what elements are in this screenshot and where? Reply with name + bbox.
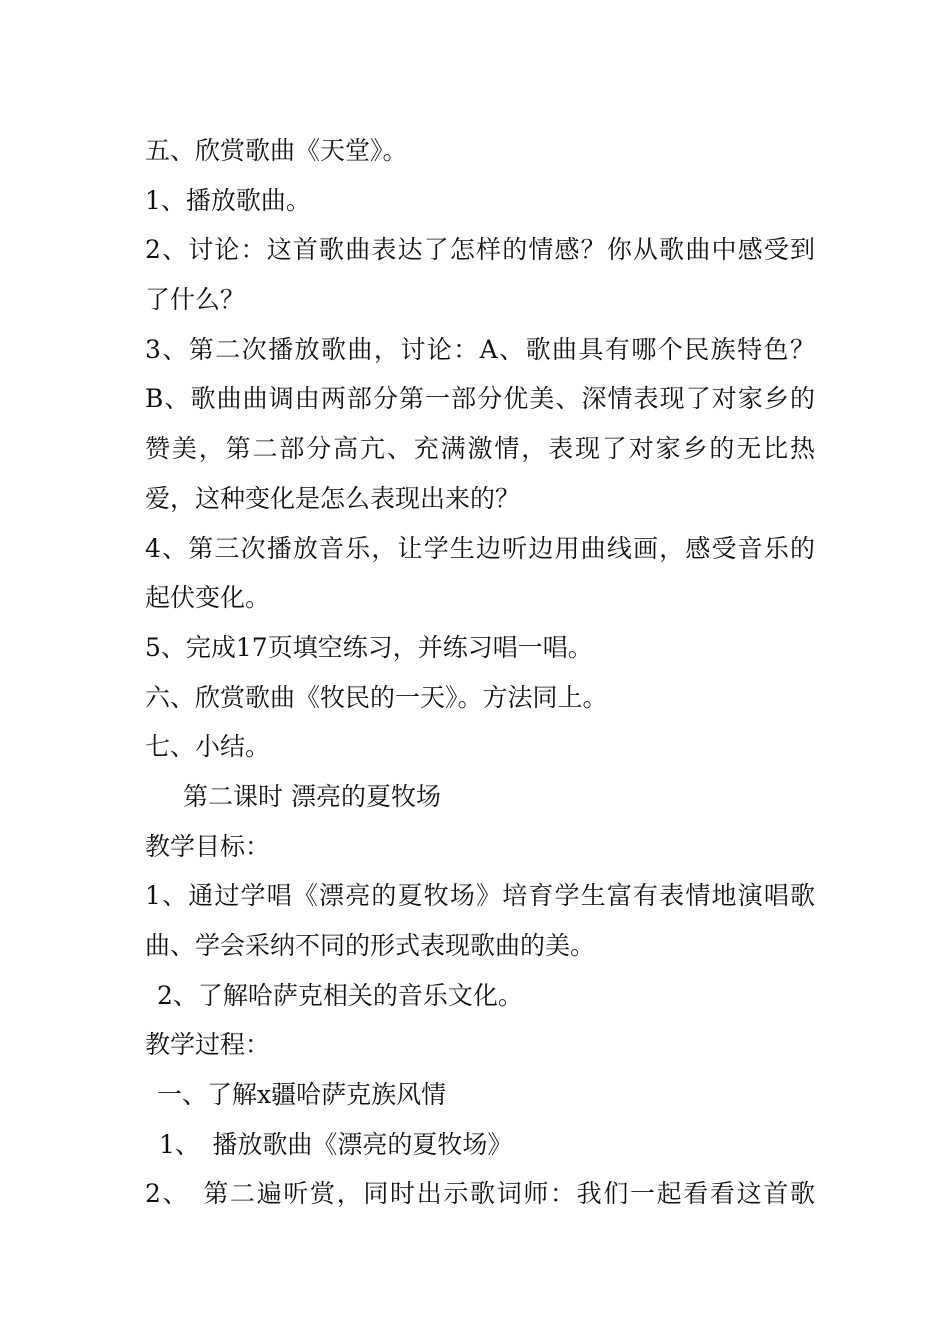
subheading-objectives: 教学目标：: [145, 831, 271, 861]
paragraph-line: 赞美，第二部分高亢、充满激情，表现了对家乡的无比热: [145, 434, 815, 464]
paragraph-line: 3、第二次播放歌曲，讨论：A、歌曲具有哪个民族特色？: [145, 334, 815, 364]
section-heading: 一、了解x疆哈萨克族风情: [157, 1080, 447, 1110]
paragraph-line: 曲、学会采纳不同的形式表现歌曲的美。: [145, 931, 596, 960]
paragraph-line: 爱，这种变化是怎么表现出来的？: [145, 483, 521, 513]
section-heading: 五、欣赏歌曲《天堂》。: [145, 136, 408, 165]
subheading-process: 教学过程：: [145, 1030, 271, 1060]
paragraph-line: 了什么？: [145, 285, 246, 315]
paragraph-line: 1、通过学唱《漂亮的夏牧场》培育学生富有表情地演唱歌: [145, 881, 815, 911]
paragraph-line: 5、完成17页填空练习，并练习唱一唱。: [145, 632, 593, 662]
document-body: [145, 126, 815, 1219]
paragraph-line: 2、了解哈萨克相关的音乐文化。: [157, 980, 523, 1010]
paragraph-line: 1、 播放歌曲《漂亮的夏牧场》: [159, 1129, 513, 1159]
section-heading: 六、欣赏歌曲《牧民的一天》。方法同上。: [145, 682, 608, 712]
paragraph-line: 起伏变化。: [145, 583, 271, 613]
lesson-title: 第二课时 漂亮的夏牧场: [183, 781, 441, 811]
paragraph-line: 2、 第二遍听赏，同时出示歌词师：我们一起看看这首歌: [145, 1179, 815, 1209]
paragraph-line: B、歌曲曲调由两部分第一部分优美、深情表现了对家乡的: [145, 384, 815, 414]
paragraph-line: 1、播放歌曲。: [145, 185, 311, 215]
paragraph-line: 2、讨论：这首歌曲表达了怎样的情感？你从歌曲中感受到: [145, 235, 815, 265]
paragraph-line: 4、第三次播放音乐，让学生边听边用曲线画，感受音乐的: [145, 533, 815, 563]
section-heading: 七、小结。: [145, 732, 271, 762]
